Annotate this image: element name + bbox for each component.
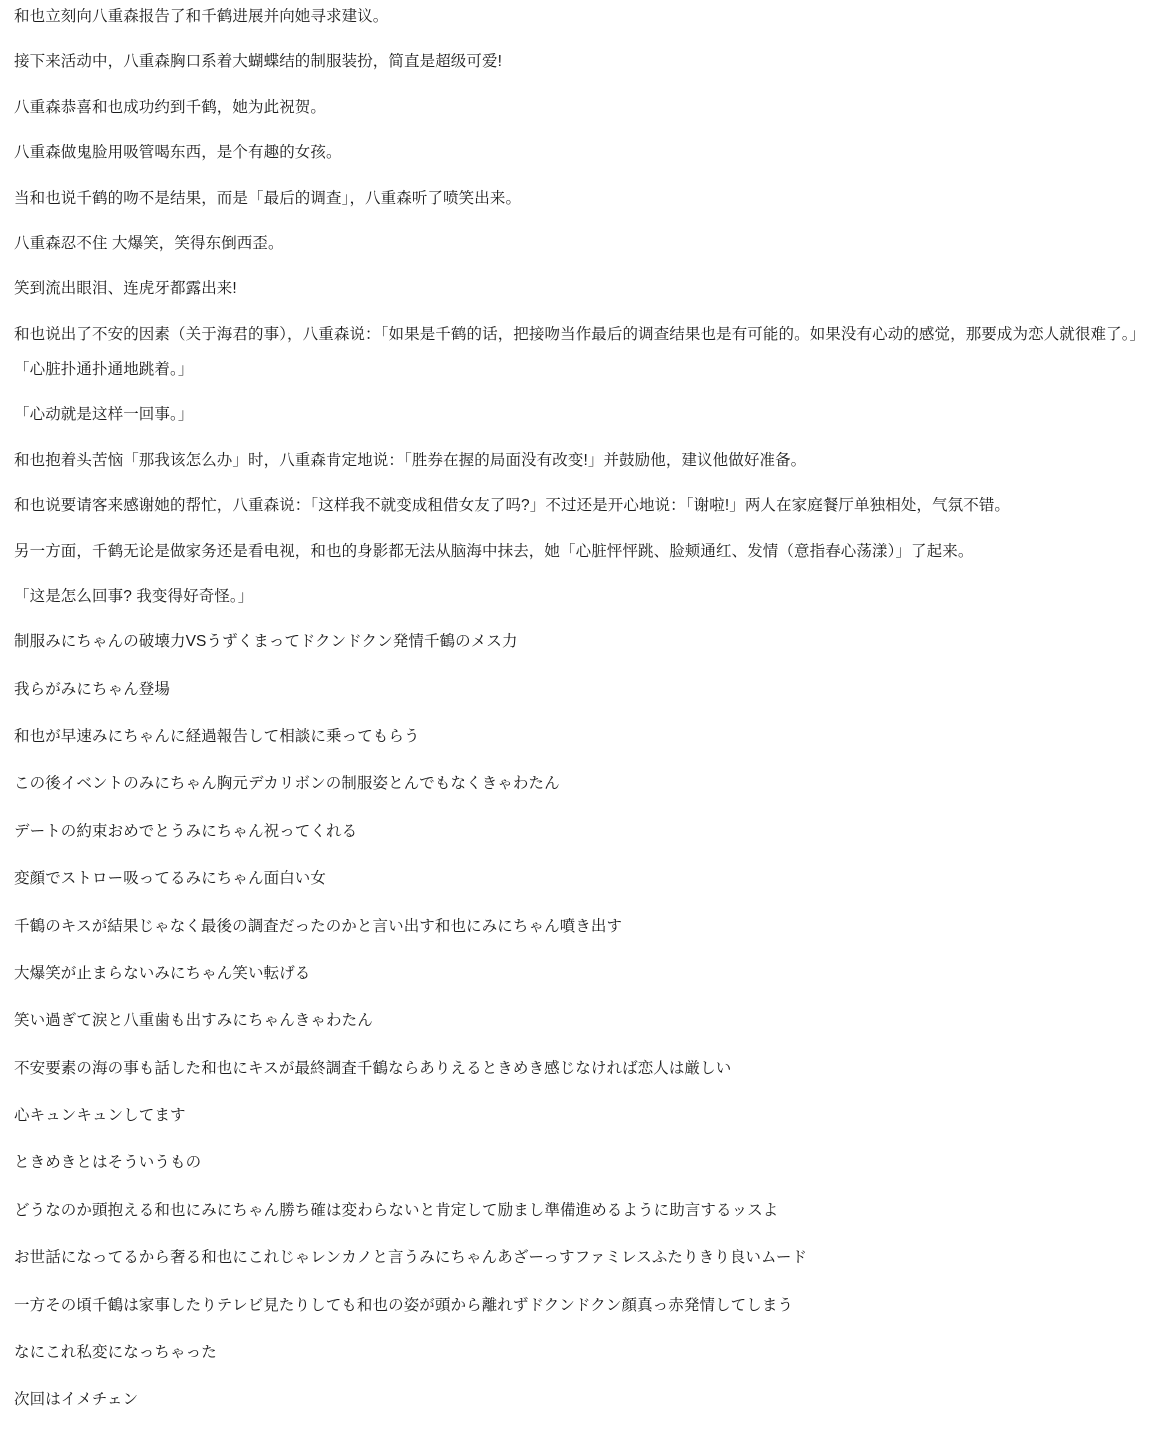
paragraph: 另一方面，千鹤无论是做家务还是看电视，和也的身影都无法从脑海中抹去，她「心脏怦怦跳、脸颊通红、发情（意指春心荡漾）」了起来。 xyxy=(14,542,974,560)
paragraph: 和也抱着头苦恼「那我该怎么办」时，八重森肯定地说：「胜券在握的局面没有改变!」并鼓励他，建议他做好准备。 xyxy=(14,451,807,469)
paragraph: 笑到流出眼泪、连虎牙都露出来! xyxy=(14,280,237,298)
paragraph: 和也が早速みにちゃんに経過報告して相談に乗ってもらう xyxy=(14,728,420,745)
paragraph: ときめきとはそういうもの xyxy=(14,1154,202,1172)
paragraph: 「心动就是这样一回事。」 xyxy=(14,406,194,424)
paragraph: 和也立刻向八重森报告了和千鹤进展并向她寻求建议。 xyxy=(14,8,389,25)
paragraph: 一方その頃千鶴は家事したりテレビ見たりしても和也の姿が頭から離れずドクンドクン顔真っ赤発情してしまう xyxy=(14,1296,794,1314)
paragraph: 変顔でストロー吸ってるみにちゃん面白い女 xyxy=(14,870,327,888)
paragraph: 「这是怎么回事? 我变得好奇怪。」 xyxy=(14,587,254,605)
paragraph: 心キュンキュンしてます xyxy=(14,1107,186,1124)
paragraph: デートの約束おめでとうみにちゃん祝ってくれる xyxy=(14,822,358,840)
paragraph: 八重森恭喜和也成功约到千鹤，她为此祝贺。 xyxy=(14,98,327,116)
paragraph: 八重森忍不住 大爆笑，笑得东倒西歪。 xyxy=(14,234,284,252)
paragraph: 次回はイメチェン xyxy=(14,1391,139,1409)
chinese-summary-block xyxy=(14,6,1165,607)
paragraph: この後イベントのみにちゃん胸元デカリボンの制服姿とんでもなくきゃわたん xyxy=(14,775,560,793)
paragraph: 「心脏扑通扑通地跳着。」 xyxy=(14,361,194,378)
paragraph: 大爆笑が止まらないみにちゃん笑い転げる xyxy=(14,964,311,982)
paragraph: 八重森做鬼脸用吸管喝东西，是个有趣的女孩。 xyxy=(14,144,342,162)
paragraph: 笑い過ぎて涙と八重歯も出すみにちゃんきゃわたん xyxy=(14,1012,373,1030)
paragraph: なにこれ私変になっちゃった xyxy=(14,1343,217,1361)
paragraph: 和也说要请客来感谢她的帮忙，八重森说：「这样我不就变成租借女友了吗?」不过还是开心地说：「谢啦!」两人在家庭餐厅单独相处，气氛不错。 xyxy=(14,497,1011,515)
paragraph: 接下来活动中，八重森胸口系着大蝴蝶结的制服装扮，简直是超级可爱! xyxy=(14,53,503,71)
paragraph: お世話になってるから奢る和也にこれじゃレンカノと言うみにちゃんあざーっすファミレスふたりきり良いムード xyxy=(14,1249,808,1267)
paragraph: どうなのか頭抱える和也にみにちゃん勝ち確は変わらないと肯定して励まし準備進めるように助言するッスよ xyxy=(14,1201,779,1219)
japanese-source-block xyxy=(14,631,1165,1410)
paragraph: 我らがみにちゃん登場 xyxy=(14,680,171,698)
paragraph: 制服みにちゃんの破壊力VSうずくまってドクンドクン発情千鶴のメス力 xyxy=(14,633,518,651)
paragraph: 不安要素の海の事も話した和也にキスが最終調査千鶴ならありえるときめき感じなければ恋人は厳しい xyxy=(14,1059,732,1077)
paragraph: 和也说出了不安的因素（关于海君的事），八重森说：「如果是千鹤的话，把接吻当作最后的调查结果也是有可能的。如果没有心动的感觉，那要成为恋人就很难了。」 xyxy=(14,325,1146,343)
paragraph: 当和也说千鹤的吻不是结果，而是「最后的调查」，八重森听了喷笑出来。 xyxy=(14,189,522,207)
paragraph: 千鶴のキスが結果じゃなく最後の調査だったのかと言い出す和也にみにちゃん噴き出す xyxy=(14,917,623,935)
